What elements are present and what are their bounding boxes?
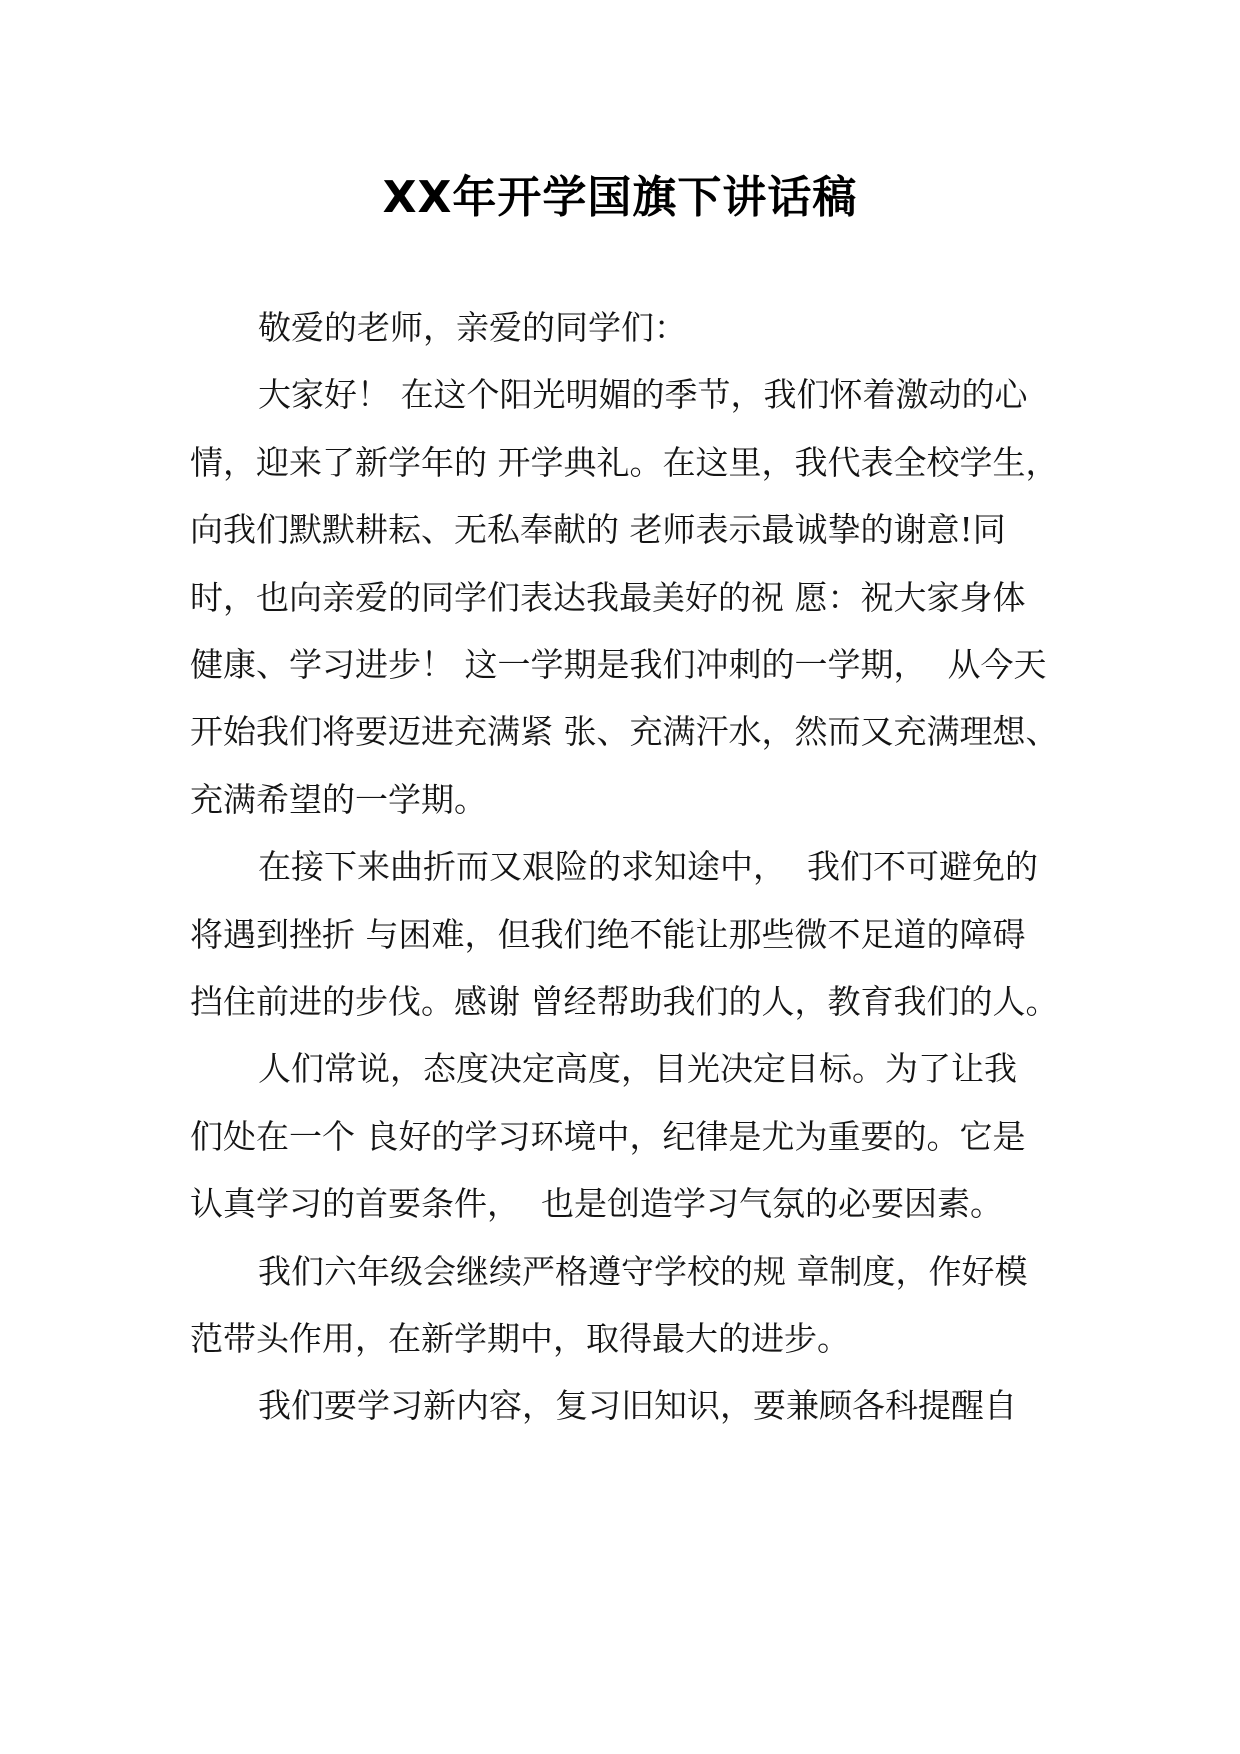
document-title: XX年开学国旗下讲话稿 — [382, 172, 858, 223]
text-line: 健康、学习进步！ 这一学期是我们冲刺的一学期， 从今天 — [190, 645, 1047, 684]
text-line: 开始我们将要迈进充满紧 张、充满汗水，然而又充满理想、 — [190, 712, 1059, 752]
text-line: 人们常说，态度决定高度，目光决定目标。为了让我 — [258, 1049, 1017, 1089]
text-line: 在接下来曲折而又艰险的求知途中， 我们不可避免的 — [258, 847, 1038, 887]
text-line: 们处在一个 良好的学习环境中，纪律是尤为重要的。它是 — [190, 1116, 1026, 1156]
text-line: 将遇到挫折 与困难，但我们绝不能让那些微不足道的障碍 — [190, 914, 1026, 954]
text-line: 时，也向亲爱的同学们表达我最美好的祝 愿：祝大家身体 — [190, 577, 1026, 617]
text-line: 情，迎来了新学年的 开学典礼。在这里，我代表全校学生， — [190, 442, 1059, 482]
text-line: 认真学习的首要条件， 也是创造学习气氛的必要因素。 — [190, 1184, 1003, 1224]
text-line: 我们要学习新内容，复习旧知识，要兼顾各科提醒自 — [258, 1386, 1017, 1426]
text-line: 我们六年级会继续严格遵守学校的规 章制度，作好模 — [258, 1251, 1028, 1291]
text-line: 范带头作用，在新学期中，取得最大的进步。 — [190, 1319, 850, 1358]
text-line: 大家好！ 在这个阳光明媚的季节，我们怀着激动的心 — [258, 375, 1028, 415]
text-line: 敬爱的老师，亲爱的同学们： — [258, 308, 687, 347]
text-line: 挡住前进的步伐。感谢 曾经帮助我们的人，教育我们的人。 — [190, 982, 1059, 1021]
text-line: 向我们默默耕耘、无私奉献的 老师表示最诚挚的谢意!同 — [190, 510, 1006, 550]
text-line: 充满希望的一学期。 — [190, 779, 487, 819]
